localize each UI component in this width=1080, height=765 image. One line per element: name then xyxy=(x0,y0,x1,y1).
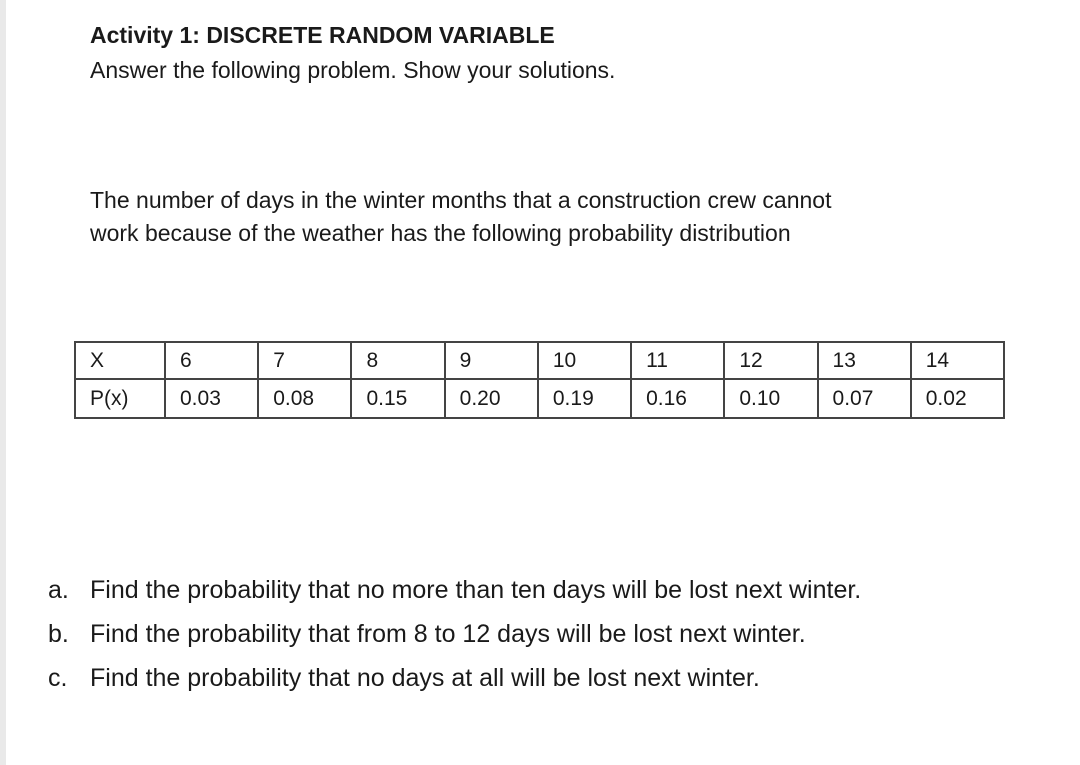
question-marker: b. xyxy=(48,620,69,648)
problem-line-1: The number of days in the winter months that a construction crew cannot xyxy=(90,187,832,213)
x-value-cell: 10 xyxy=(538,342,631,379)
x-value-cell: 6 xyxy=(165,342,258,379)
p-value-cell: 0.15 xyxy=(351,379,444,418)
x-value-cell: 13 xyxy=(818,342,911,379)
question-marker: c. xyxy=(48,664,68,692)
table-row-probability xyxy=(75,379,1004,418)
table-row-x xyxy=(75,342,1004,379)
x-value-cell: 12 xyxy=(724,342,817,379)
x-value-cell: 9 xyxy=(445,342,538,379)
question-text: Find the probability that no days at all will be lost next winter. xyxy=(90,664,760,692)
question-marker: a. xyxy=(48,576,69,604)
p-header-cell: P(x) xyxy=(75,379,165,418)
question-text: Find the probability that no more than ten days will be lost next winter. xyxy=(90,576,862,604)
activity-instruction: Answer the following problem. Show your solutions. xyxy=(90,57,616,83)
problem-line-2: work because of the weather has the following probability distribution xyxy=(90,220,791,246)
p-value-cell: 0.20 xyxy=(445,379,538,418)
question-a xyxy=(48,568,861,612)
question-text: Find the probability that from 8 to 12 days will be lost next winter. xyxy=(90,620,806,648)
p-value-cell: 0.03 xyxy=(165,379,258,418)
page-left-edge xyxy=(0,0,6,765)
p-value-cell: 0.10 xyxy=(724,379,817,418)
x-value-cell: 8 xyxy=(351,342,444,379)
p-value-cell: 0.02 xyxy=(911,379,1004,418)
question-c xyxy=(48,656,861,700)
x-value-cell: 14 xyxy=(911,342,1004,379)
question-b xyxy=(48,612,861,656)
p-value-cell: 0.08 xyxy=(258,379,351,418)
question-list xyxy=(48,568,861,700)
x-value-cell: 7 xyxy=(258,342,351,379)
x-value-cell: 11 xyxy=(631,342,724,379)
activity-title: Activity 1: DISCRETE RANDOM VARIABLE xyxy=(90,22,555,48)
probability-distribution-table xyxy=(74,341,1005,419)
p-value-cell: 0.19 xyxy=(538,379,631,418)
problem-statement xyxy=(90,184,832,250)
x-header-cell: X xyxy=(75,342,165,379)
p-value-cell: 0.07 xyxy=(818,379,911,418)
p-value-cell: 0.16 xyxy=(631,379,724,418)
